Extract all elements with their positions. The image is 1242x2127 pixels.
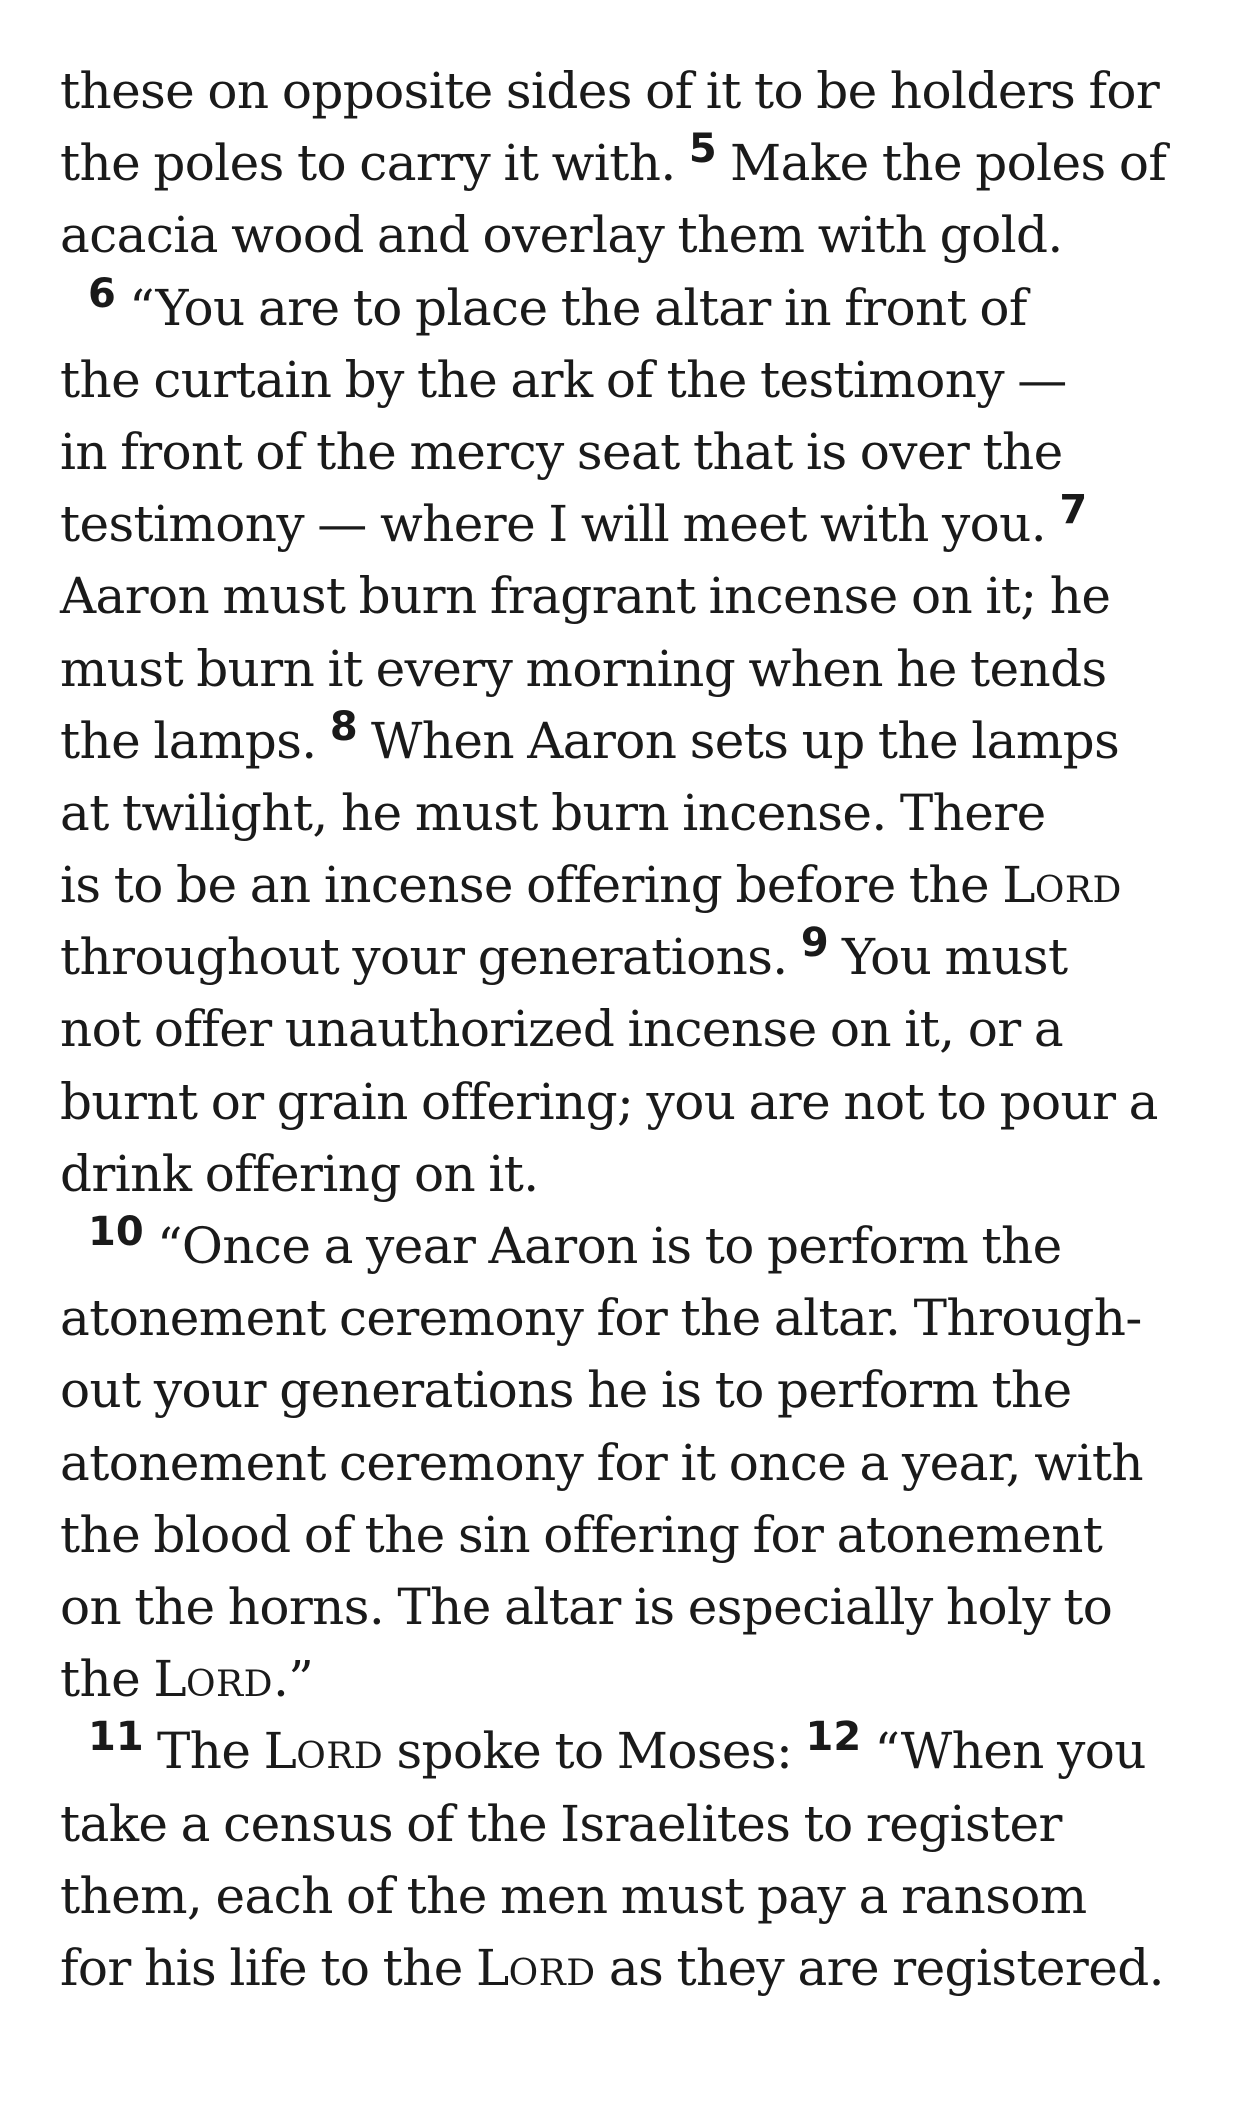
text-run: atonement ceremony for it once a year, with: [60, 1433, 1143, 1492]
text-run: L: [263, 1722, 297, 1781]
text-run: these on opposite sides of it to be holders for: [60, 62, 1160, 120]
text-run: must burn it every morning when he tends: [60, 639, 1107, 698]
text-run: as they are registered.: [595, 1938, 1164, 1997]
text-line: [60, 127, 1190, 199]
text-run: When Aaron sets up the lamps: [357, 711, 1120, 770]
text-line: [60, 1571, 1190, 1643]
text-line: [60, 993, 1190, 1065]
text-run: take a census of the Israelites to register: [60, 1794, 1062, 1853]
text-line: [60, 199, 1190, 271]
text-line: [60, 1860, 1190, 1932]
text-line: [60, 1354, 1190, 1426]
text-run: acacia wood and overlay them with gold.: [60, 206, 1063, 265]
text-run: out your generations he is to perform the: [60, 1361, 1072, 1420]
small-caps-text: ORD: [186, 1664, 273, 1706]
verse-number: 8: [329, 703, 358, 750]
text-line: [60, 560, 1190, 632]
text-line: [60, 1788, 1190, 1860]
text-run: “Once a year Aaron is to perform the: [143, 1217, 1062, 1275]
text-line: [60, 849, 1190, 921]
text-run: Aaron must burn fragrant incense on it; he: [60, 567, 1111, 626]
scripture-text: [60, 55, 1190, 2004]
text-line: [60, 705, 1190, 777]
verse-number: 11: [88, 1714, 144, 1761]
text-line: [60, 777, 1190, 849]
text-run: the blood of the sin offering for atonement: [60, 1505, 1103, 1564]
text-line: [60, 633, 1190, 705]
small-caps-text: ORD: [508, 1952, 596, 1994]
text-line: [60, 1066, 1190, 1138]
text-run: throughout your generations.: [60, 928, 801, 987]
text-line: [60, 1499, 1190, 1571]
text-line: [60, 1643, 1190, 1715]
verse-number: 10: [88, 1209, 144, 1255]
text-run: L: [1002, 856, 1035, 915]
verse-number: 12: [805, 1714, 862, 1761]
text-run: testimony — where I will meet with you.: [60, 495, 1060, 554]
text-line: [60, 344, 1190, 416]
text-run: the poles to carry it with.: [60, 134, 689, 193]
text-run: for his life to the: [60, 1938, 476, 1997]
text-run: at twilight, he must burn incense. There: [60, 783, 1046, 842]
text-line: [60, 488, 1190, 560]
text-run: You must: [828, 928, 1068, 987]
verse-number: 7: [1059, 487, 1088, 534]
text-run: in front of the mercy seat that is over the: [60, 422, 1063, 481]
text-run: atonement ceremony for the altar. Through-: [60, 1289, 1142, 1348]
text-line: [60, 1715, 1190, 1787]
small-caps-text: ORD: [296, 1736, 384, 1778]
small-caps-text: ORD: [1034, 870, 1122, 912]
text-line: [60, 416, 1190, 488]
text-run: .”: [272, 1650, 314, 1709]
text-line: [60, 1932, 1190, 2004]
text-run: not offer unauthorized incense on it, or a: [60, 1000, 1064, 1059]
text-run: “When you: [861, 1722, 1146, 1781]
text-run: is to be an incense offering before the: [60, 856, 1003, 915]
text-run: on the horns. The altar is especially holy to: [60, 1577, 1113, 1636]
text-run: The: [143, 1722, 264, 1781]
text-run: L: [476, 1938, 509, 1997]
text-run: the lamps.: [60, 711, 330, 770]
text-run: drink offering on it.: [60, 1144, 539, 1203]
text-run: them, each of the men must pay a ransom: [60, 1866, 1087, 1925]
text-line: [60, 1282, 1190, 1354]
text-line: [60, 1427, 1190, 1499]
text-run: the: [60, 1650, 154, 1709]
text-run: “You are to place the altar in front of: [115, 278, 1027, 337]
verse-number: 5: [688, 126, 717, 173]
text-line: [60, 921, 1190, 993]
text-line: [60, 1210, 1190, 1282]
text-run: Make the poles of: [716, 134, 1167, 193]
verse-number: 9: [800, 920, 829, 967]
text-run: the curtain by the ark of the testimony —: [60, 350, 1067, 409]
text-run: spoke to Moses:: [383, 1722, 806, 1781]
verse-number: 6: [88, 270, 116, 317]
text-line: [60, 55, 1190, 127]
text-line: [60, 272, 1190, 344]
text-line: [60, 1138, 1190, 1210]
text-run: burnt or grain offering; you are not to pour a: [60, 1072, 1158, 1131]
text-run: L: [153, 1650, 186, 1709]
